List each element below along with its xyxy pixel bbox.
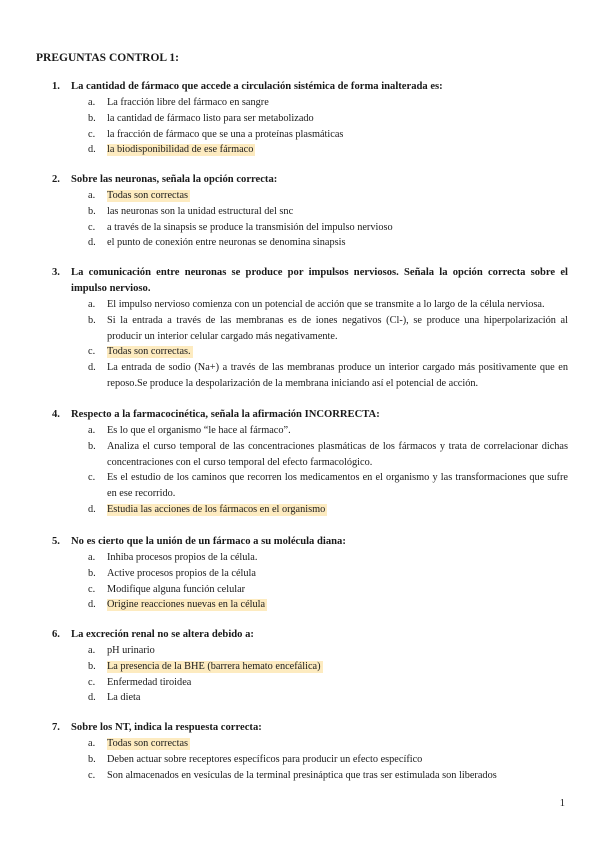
option-letter: d. [88, 237, 96, 249]
option-text [107, 127, 568, 143]
option-letter: c. [88, 221, 96, 233]
option-letter: b. [88, 112, 96, 124]
option-letter: d. [88, 599, 96, 611]
option-b [88, 566, 568, 582]
option-letter: c. [88, 128, 96, 140]
option-text [107, 313, 568, 345]
option-text [107, 690, 568, 706]
question-text: La comunicación entre neuronas se produce por impulsos nerviosos. Señala la opción correcta sobre el impulso nervioso. [71, 267, 568, 294]
question-7 [52, 720, 568, 783]
option-letter: b. [88, 314, 96, 326]
option-d [88, 690, 568, 706]
option-label: Inhiba procesos propios de la célula. [107, 552, 258, 563]
option-text [107, 220, 568, 236]
option-label: Enfermedad tiroidea [107, 676, 192, 688]
option-text [107, 597, 568, 613]
option-text [107, 502, 568, 518]
option-text [107, 752, 568, 768]
options-list [52, 95, 568, 158]
option-letter: d. [88, 692, 96, 704]
option-letter: d. [88, 144, 96, 156]
option-label: Si la entrada a través de las membranas es de iones negativos (Cl-), se produce una hiperpolarización al producir un interior celular cargado más negativamente. [107, 314, 568, 342]
option-label: pH urinario [107, 645, 155, 656]
option-letter: c. [88, 472, 96, 484]
option-label: El impulso nervioso comienza con un potencial de acción que se transmite a lo largo de la célula nerviosa. [107, 299, 545, 310]
option-d [88, 502, 568, 518]
question-text: No es cierto que la unión de un fármaco a su molécula diana: [71, 536, 346, 547]
option-letter: c. [88, 769, 96, 781]
option-b [88, 752, 568, 768]
question-stem [52, 407, 568, 423]
option-text [107, 566, 568, 582]
option-c [88, 470, 568, 502]
option-text [107, 235, 568, 251]
options-list [52, 188, 568, 251]
option-text [107, 439, 568, 471]
option-label: Es el estudio de los caminos que recorren los medicamentos en el organismo y las transformaciones que sufre en ese recorrido. [107, 472, 568, 500]
option-label: Son almacenados en vesículas de la terminal presináptica que tras ser estimulada son liberados [107, 769, 497, 781]
option-label: a través de la sinapsis se produce la transmisión del impulso nervioso [107, 221, 393, 233]
option-text [107, 95, 568, 111]
option-b [88, 204, 568, 220]
option-letter: a. [88, 738, 96, 749]
options-list [52, 736, 568, 783]
question-6 [52, 627, 568, 706]
option-label: Modifique alguna función celular [107, 583, 246, 595]
option-c [88, 127, 568, 143]
option-letter: d. [88, 503, 96, 515]
option-b [88, 659, 568, 675]
question-stem [52, 627, 568, 643]
option-c [88, 220, 568, 236]
question-text: Sobre los NT, indica la respuesta correcta: [71, 722, 262, 733]
question-stem [52, 534, 568, 550]
option-letter: a. [88, 97, 96, 108]
option-label: La entrada de sodio (Na+) a través de las membranas produce un interior cargado más positivamente que en reposo.Se produce la despolarización de la membrana iniciando así el potencial de acción. [107, 362, 568, 389]
option-b [88, 111, 568, 127]
question-4 [52, 407, 568, 518]
option-a [88, 643, 568, 659]
option-c [88, 675, 568, 691]
options-list [52, 423, 568, 518]
option-d [88, 597, 568, 613]
option-letter: c. [88, 583, 96, 595]
option-text [107, 423, 568, 439]
option-a [88, 736, 568, 752]
option-letter: a. [88, 190, 96, 201]
option-b [88, 313, 568, 345]
option-letter: b. [88, 567, 96, 579]
question-number: 7. [52, 722, 60, 733]
option-label: La fracción libre del fármaco en sangre [107, 97, 269, 108]
question-text: Sobre las neuronas, señala la opción correcta: [71, 174, 278, 185]
option-label: Es lo que el organismo “le hace al fármaco”. [107, 425, 291, 436]
question-1 [52, 79, 568, 158]
question-number: 1. [52, 81, 60, 92]
option-label: las neuronas son la unidad estructural del snc [107, 205, 294, 217]
option-letter: b. [88, 440, 96, 452]
highlighted-answer: Todas son correctas [107, 190, 189, 201]
option-text [107, 344, 568, 360]
option-a [88, 297, 568, 313]
question-number: 5. [52, 536, 60, 547]
highlighted-answer: Todas son correctas. [107, 346, 191, 358]
highlighted-answer: la biodisponibilidad de ese fármaco [107, 144, 254, 156]
question-text: La cantidad de fármaco que accede a circulación sistémica de forma inalterada es: [71, 81, 443, 92]
option-letter: b. [88, 660, 96, 672]
page-number: 1 [559, 798, 565, 809]
option-d [88, 235, 568, 251]
option-text [107, 582, 568, 598]
question-3 [52, 265, 568, 392]
option-text [107, 297, 568, 313]
question-stem [52, 172, 568, 188]
option-letter: a. [88, 425, 96, 436]
option-label: Deben actuar sobre receptores específicos para producir un efecto específico [107, 753, 423, 765]
question-stem [52, 720, 568, 736]
question-5 [52, 534, 568, 613]
question-text: La excreción renal no se altera debido a: [71, 629, 254, 640]
option-c [88, 344, 568, 360]
option-text [107, 142, 568, 158]
question-number: 2. [52, 174, 60, 185]
document-title: PREGUNTAS CONTROL 1: [36, 52, 179, 64]
option-text [107, 188, 568, 204]
option-text [107, 736, 568, 752]
question-stem [52, 79, 568, 95]
option-letter: a. [88, 299, 96, 310]
option-letter: b. [88, 205, 96, 217]
question-number: 6. [52, 629, 60, 640]
option-text [107, 768, 568, 784]
highlighted-answer: La presencia de la BHE (barrera hemato encefálica) [107, 660, 321, 672]
option-label: Active procesos propios de la célula [107, 567, 256, 579]
option-label: la fracción de fármaco que se una a proteínas plasmáticas [107, 128, 344, 140]
options-list [52, 643, 568, 706]
option-d [88, 360, 568, 392]
option-text [107, 643, 568, 659]
option-text [107, 470, 568, 502]
question-number: 3. [52, 267, 60, 278]
options-list [52, 297, 568, 392]
option-letter: c. [88, 346, 96, 358]
option-text [107, 204, 568, 220]
highlighted-answer: Origine reacciones nuevas en la célula [107, 599, 266, 611]
option-a [88, 550, 568, 566]
option-c [88, 768, 568, 784]
option-a [88, 423, 568, 439]
options-list [52, 550, 568, 613]
option-text [107, 659, 568, 675]
question-text: Respecto a la farmacocinética, señala la afirmación INCORRECTA: [71, 409, 380, 420]
option-letter: a. [88, 552, 96, 563]
option-b [88, 439, 568, 471]
option-d [88, 142, 568, 158]
highlighted-answer: Estudia las acciones de los fármacos en el organismo [107, 503, 326, 515]
option-text [107, 675, 568, 691]
option-a [88, 95, 568, 111]
option-label: Analiza el curso temporal de las concentraciones plasmáticas de los fármacos y trata de correlacionar dichas concentraciones con el curso temporal del efecto farmacológico. [107, 440, 568, 468]
question-stem [52, 265, 568, 297]
option-label: La dieta [107, 692, 141, 704]
option-a [88, 188, 568, 204]
option-letter: d. [88, 362, 96, 374]
option-text [107, 360, 568, 392]
option-letter: b. [88, 753, 96, 765]
option-label: la cantidad de fármaco listo para ser metabolizado [107, 112, 314, 124]
option-text [107, 111, 568, 127]
option-c [88, 582, 568, 598]
option-label: el punto de conexión entre neuronas se denomina sinapsis [107, 237, 346, 249]
option-text [107, 550, 568, 566]
question-2 [52, 172, 568, 251]
option-letter: a. [88, 645, 96, 656]
question-number: 4. [52, 409, 60, 420]
option-letter: c. [88, 676, 96, 688]
highlighted-answer: Todas son correctas [107, 738, 189, 749]
